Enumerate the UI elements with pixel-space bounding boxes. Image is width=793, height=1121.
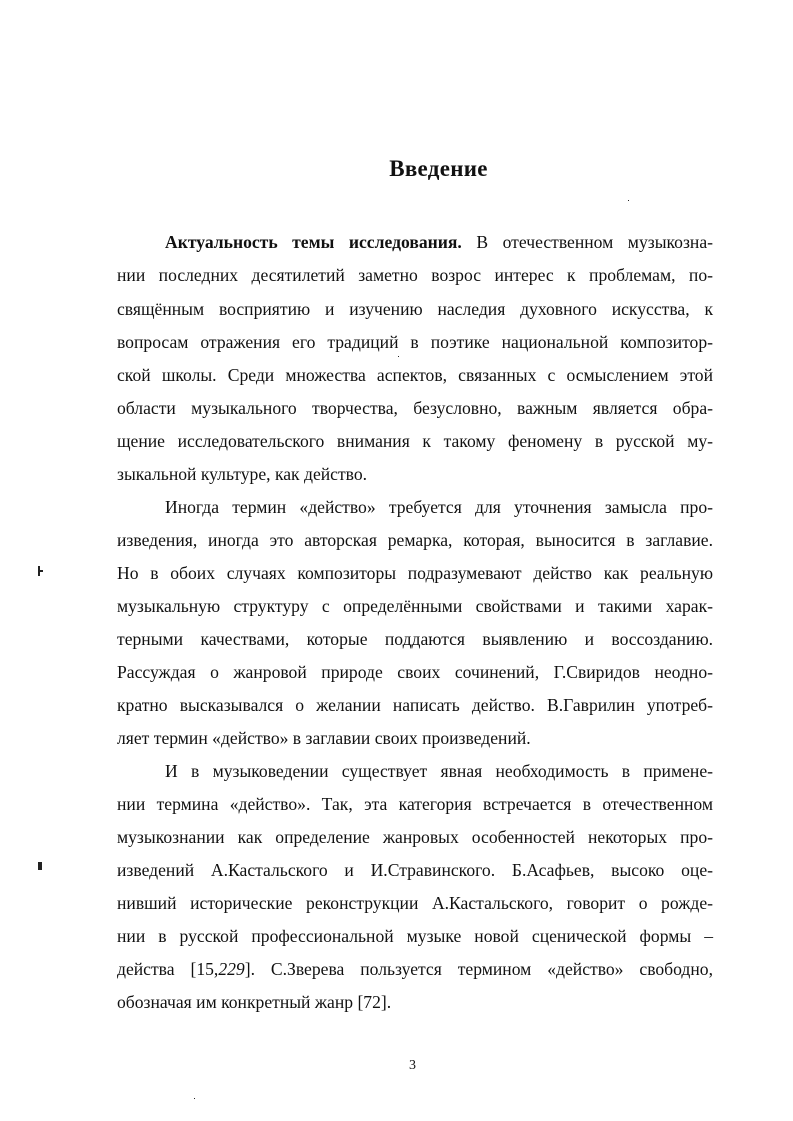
paragraph-3-line: нии термина «действо». Так, эта категория встречается в отечественном <box>117 794 713 814</box>
paragraph-1-line: свящённым восприятию и изучению наследия духовного искусства, к <box>117 299 713 319</box>
scan-artifact <box>40 570 43 572</box>
paragraph-3-citation-line <box>117 959 713 979</box>
paragraph-2-line: Иногда термин «действо» требуется для уточнения замысла про- <box>165 497 713 517</box>
paragraph-3-line: нивший исторические реконструкции А.Кастальского, говорит о рожде- <box>117 893 713 913</box>
paragraph-3-line: музыкознании как определение жанровых особенностей некоторых про- <box>117 827 713 847</box>
paragraph-1-line: вопросам отражения его традиций в поэтике национальной композитор- <box>117 332 713 352</box>
citation-page-number: 229 <box>218 959 245 979</box>
paragraph-1-line: щение исследовательского внимания к такому феномену в русской му- <box>117 431 713 451</box>
paragraph-1-line: нии последних десятилетий заметно возрос интерес к проблемам, по- <box>117 265 713 285</box>
page-title-text: Введение <box>389 156 488 181</box>
paragraph-3-line: И в музыковедении существует явная необходимость в примене- <box>165 761 713 781</box>
page-title <box>0 156 793 182</box>
paragraph-1-line-1-rest: В отечественном музыкозна- <box>461 232 713 252</box>
paragraph-2-line: музыкальную структуру с определёнными свойствами и такими харак- <box>117 596 713 616</box>
paragraph-2-line: ляет термин «действо» в заглавии своих произведений. <box>117 728 531 748</box>
paragraph-1-line: зыкальной культуре, как действо. <box>117 464 368 484</box>
paragraph-1-line-1 <box>165 232 713 252</box>
paragraph-1-line: области музыкального творчества, безусловно, важным является обра- <box>117 398 713 418</box>
scan-artifact <box>38 862 42 870</box>
paragraph-2-line: изведения, иногда это авторская ремарка, которая, выносится в заглавие. <box>117 530 713 550</box>
scan-artifact <box>628 200 629 201</box>
paragraph-1-line: ской школы. Среди множества аспектов, связанных с осмыслением этой <box>117 365 713 385</box>
scan-artifact <box>398 356 399 357</box>
paragraph-2-line: Но в обоих случаях композиторы подразумевают действо как реальную <box>117 563 713 583</box>
paragraph-3-last-line: обозначая им конкретный жанр [72]. <box>117 992 392 1012</box>
citation-text-before: действа [15, <box>117 959 219 979</box>
paragraph-lead: Актуальность темы исследования. <box>165 232 462 252</box>
page-number: 3 <box>409 1058 416 1073</box>
paragraph-2-line: кратно высказывался о желании написать действо. В.Гаврилин употреб- <box>117 695 713 715</box>
paragraph-3-line: изведений А.Кастальского и И.Стравинского. Б.Асафьев, высоко оце- <box>117 860 713 880</box>
paragraph-2-line: терными качествами, которые поддаются выявлению и воссозданию. <box>117 629 713 649</box>
paragraph-3-line: нии в русской профессиональной музыке новой сценической формы – <box>117 926 713 946</box>
citation-text-after: ]. С.Зверева пользуется термином «действо» свободно, <box>244 959 713 979</box>
scan-artifact <box>194 1098 195 1099</box>
paragraph-2-line: Рассуждая о жанровой природе своих сочинений, Г.Свиридов неодно- <box>117 662 713 682</box>
